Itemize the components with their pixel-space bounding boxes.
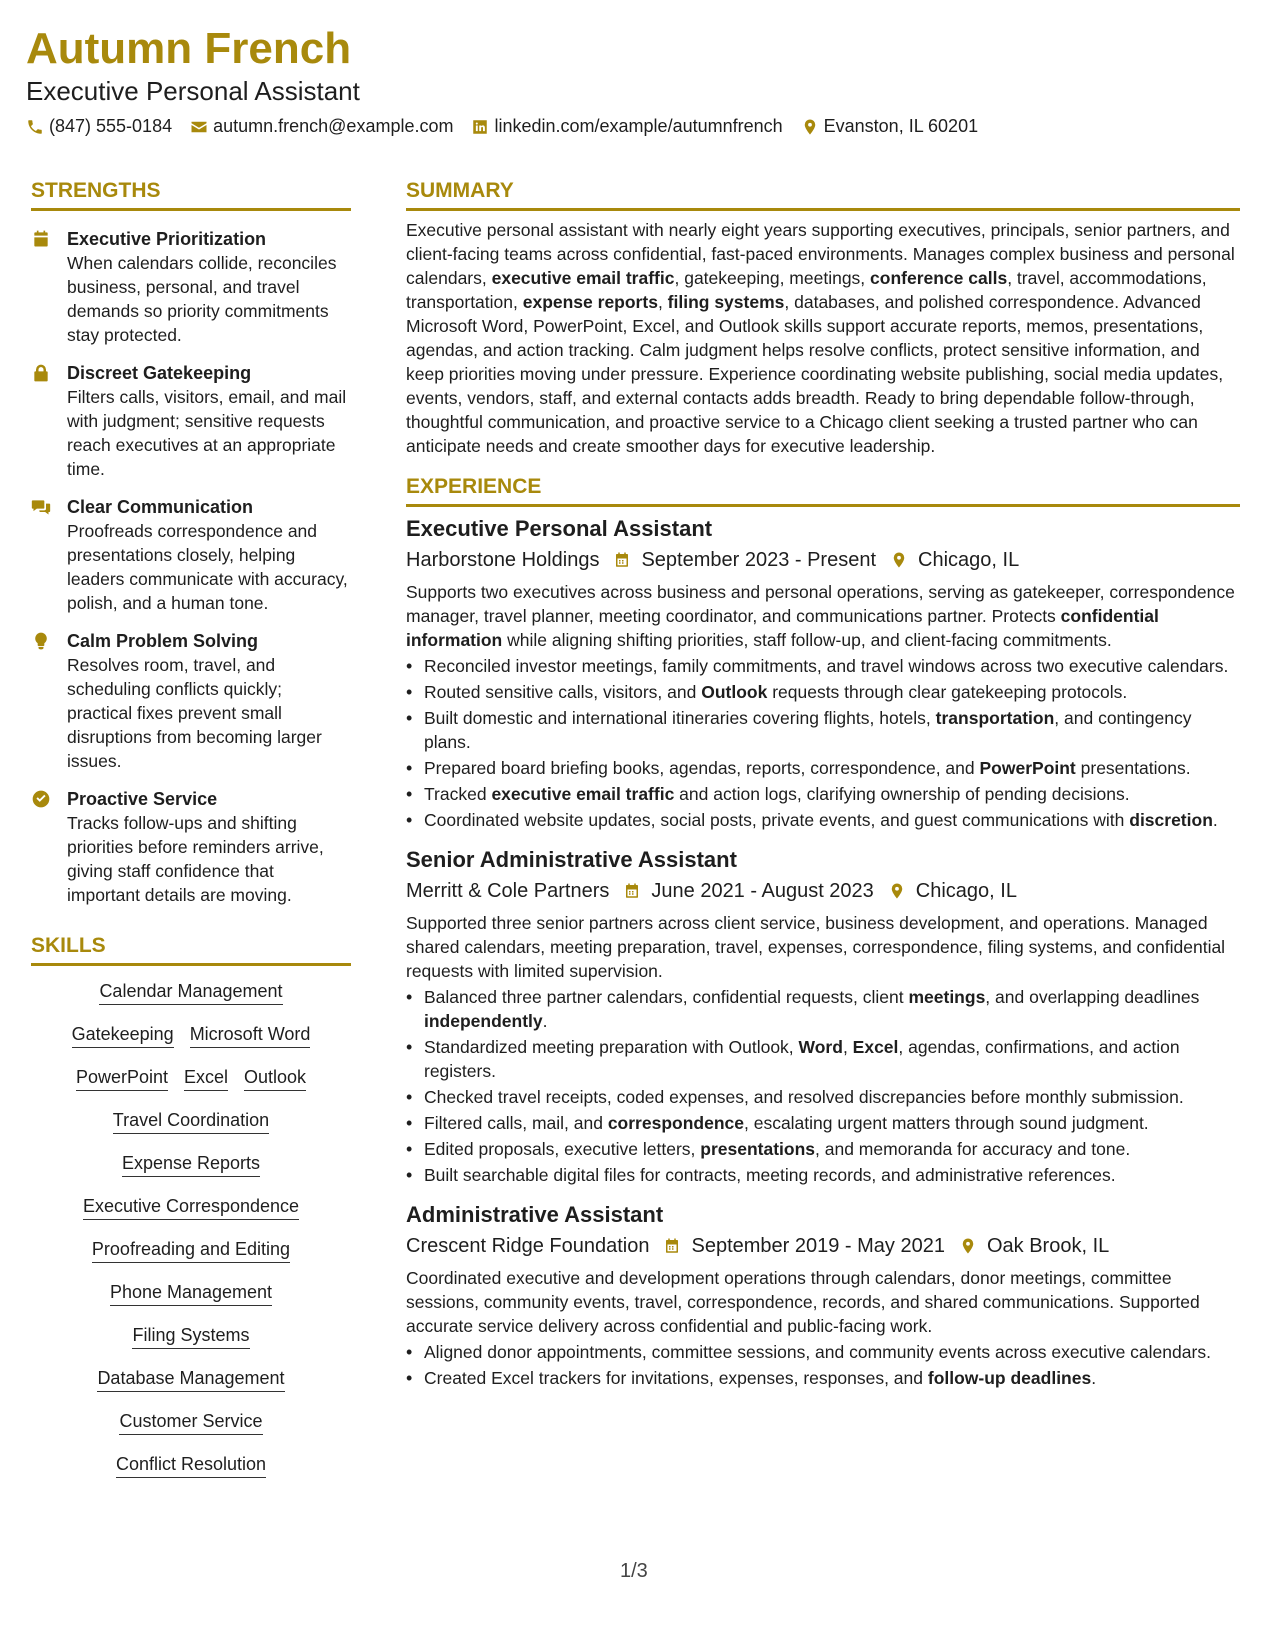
phone-icon <box>26 118 44 136</box>
text-segment: Standardized meeting preparation with Outlook, <box>424 1037 799 1057</box>
lightbulb-icon <box>31 631 51 651</box>
skill-row <box>84 1238 298 1263</box>
bold-phrase: conference calls <box>870 268 1008 288</box>
skill-tag: Travel Coordination <box>113 1109 269 1134</box>
job-title: Executive Personal Assistant <box>406 516 713 541</box>
strength-body <box>67 787 351 907</box>
strength-icon-wrap <box>31 629 67 773</box>
strength-title: Clear Communication <box>67 497 254 517</box>
check-circle-icon <box>31 789 51 809</box>
job-entry <box>406 515 1240 832</box>
strength-title: Proactive Service <box>67 789 218 809</box>
text-segment: presentations. <box>1075 758 1191 778</box>
calendar-outline-icon <box>613 551 631 569</box>
job-bullet <box>406 808 1240 832</box>
job-bullets <box>406 654 1240 832</box>
job-bullet <box>406 1366 1240 1390</box>
job-description <box>406 911 1240 983</box>
job-bullet <box>406 1340 1240 1364</box>
text-segment: Checked travel receipts, coded expenses, and resolved discrepancies before monthly submission. <box>424 1087 1184 1107</box>
bold-phrase: Excel <box>852 1037 899 1057</box>
summary-text <box>406 218 1240 458</box>
comments-icon <box>31 497 51 517</box>
page-number: 1/3 <box>620 1560 648 1582</box>
text-segment: , <box>842 1037 853 1057</box>
job-company: Crescent Ridge Foundation <box>406 1235 650 1257</box>
job-meta <box>406 1232 1240 1260</box>
text-segment: . <box>542 1011 548 1031</box>
bold-phrase: expense reports <box>522 292 658 312</box>
linkedin-icon <box>471 118 489 136</box>
job-location: Oak Brook, IL <box>986 1235 1110 1257</box>
map-pin-icon <box>890 551 908 569</box>
text-segment: . <box>1212 810 1218 830</box>
text-segment: , <box>657 292 668 312</box>
job-title: Administrative Assistant <box>406 1202 664 1227</box>
bold-phrase: presentations <box>700 1139 816 1159</box>
calendar-outline-icon <box>623 882 641 900</box>
bold-phrase: meetings <box>908 987 986 1007</box>
job-description <box>406 1266 1240 1338</box>
strength-title: Calm Problem Solving <box>67 631 259 651</box>
strength-item <box>31 495 351 615</box>
text-segment: Tracked <box>424 784 492 804</box>
skill-row <box>75 1195 307 1220</box>
skill-tag: Proofreading and Editing <box>92 1238 290 1263</box>
text-segment: , and overlapping deadlines <box>985 987 1200 1007</box>
skill-tag: Excel <box>184 1066 228 1091</box>
strength-item <box>31 361 351 481</box>
skill-tag: Conflict Resolution <box>116 1453 266 1478</box>
job-bullet <box>406 782 1240 806</box>
skill-tag: Calendar Management <box>99 980 282 1005</box>
skill-tag: Filing Systems <box>132 1324 249 1349</box>
bold-phrase: Word <box>798 1037 843 1057</box>
strength-body <box>67 227 351 347</box>
text-segment: while aligning shifting priorities, staff follow-up, and client-facing commitments. <box>502 630 1112 650</box>
bold-phrase: Outlook <box>701 682 768 702</box>
contact-bar <box>26 116 1246 137</box>
skill-tag: Gatekeeping <box>72 1023 174 1048</box>
strength-item <box>31 227 351 347</box>
job-bullet <box>406 706 1240 754</box>
strength-item <box>31 629 351 773</box>
resume-header <box>26 22 1246 137</box>
job-location: Chicago, IL <box>915 880 1017 902</box>
text-segment: Built searchable digital files for contracts, meeting records, and administrative references. <box>424 1165 1116 1185</box>
text-segment: , escalating urgent matters through sound judgment. <box>743 1113 1149 1133</box>
strength-title: Executive Prioritization <box>67 229 267 249</box>
experience-list <box>406 515 1240 1390</box>
text-segment: . <box>1091 1368 1097 1388</box>
text-segment: Created Excel trackers for invitations, expenses, responses, and <box>424 1368 928 1388</box>
strength-icon-wrap <box>31 227 67 347</box>
candidate-name: Autumn French <box>26 24 352 73</box>
strength-desc: Proofreads correspondence and presentations closely, helping leaders communicate with accuracy, polish, and a human tone. <box>67 521 348 613</box>
skill-tag: Phone Management <box>110 1281 272 1306</box>
strength-title: Discreet Gatekeeping <box>67 363 252 383</box>
strength-icon-wrap <box>31 495 67 615</box>
skills-list <box>31 980 351 1496</box>
strengths-heading: STRENGTHS <box>31 178 351 211</box>
job-bullet <box>406 1111 1240 1135</box>
bold-phrase: filing systems <box>667 292 785 312</box>
bold-phrase: transportation <box>935 708 1055 728</box>
bold-phrase: independently <box>424 1011 543 1031</box>
skill-row <box>91 980 290 1005</box>
job-bullet <box>406 680 1240 704</box>
contact-email[interactable] <box>190 116 453 137</box>
text-segment: , travel, accommodations, transportation, <box>406 268 1207 312</box>
strength-desc: Filters calls, visitors, email, and mail with judgment; sensitive requests reach executives at an appropriate time. <box>67 387 347 479</box>
job-bullets <box>406 1340 1240 1390</box>
job-dates: September 2023 - Present <box>641 549 877 571</box>
strength-item <box>31 787 351 907</box>
bold-phrase: PowerPoint <box>979 758 1076 778</box>
skill-tag: Microsoft Word <box>190 1023 311 1048</box>
text-segment: Prepared board briefing books, agendas, reports, correspondence, and <box>424 758 980 778</box>
text-segment: Routed sensitive calls, visitors, and <box>424 682 702 702</box>
skill-tag: Database Management <box>97 1367 284 1392</box>
skill-row <box>68 1066 314 1091</box>
bold-phrase: confidential information <box>406 606 1159 650</box>
job-description <box>406 580 1240 652</box>
text-segment: , and contingency plans. <box>424 708 1192 752</box>
strengths-list <box>31 227 351 907</box>
text-segment: Edited proposals, executive letters, <box>424 1139 701 1159</box>
text-segment: , databases, and polished correspondence. Advanced Microsoft Word, PowerPoint, Excel, and Outlook skills support accurate reports, memos, presentations, agendas, and action tracking. Calm judgment helps resolve conflicts, protect sensitive information, and keep priorities moving under pressure. Experience coordinating website publishing, social media updates, events, vendors, staff, and external contacts adds breadth. Ready to bring dependable follow-through, thoughtful communication, and proactive service to a Chicago client seeking a trusted partner who can anticipate needs and create smoother days for executive leadership. <box>406 292 1224 456</box>
skills-heading: SKILLS <box>31 933 351 966</box>
skill-row <box>102 1281 280 1306</box>
skill-tag: Customer Service <box>119 1410 262 1435</box>
text-segment: Supported three senior partners across client service, business development, and operations. Managed shared calendars, meeting preparation, travel, expenses, correspondence, filing systems, and confidential requests with limited supervision. <box>406 913 1226 981</box>
calendar-outline-icon <box>663 1237 681 1255</box>
job-entry <box>406 846 1240 1187</box>
map-pin-icon <box>888 882 906 900</box>
job-meta <box>406 877 1240 905</box>
text-segment: Balanced three partner calendars, confidential requests, client <box>424 987 909 1007</box>
summary-heading: SUMMARY <box>406 178 1240 211</box>
email-text: autumn.french@example.com <box>213 116 454 136</box>
job-company: Merritt & Cole Partners <box>406 880 610 902</box>
experience-heading: EXPERIENCE <box>406 474 1240 507</box>
strength-body <box>67 629 351 773</box>
calendar-icon <box>31 229 51 249</box>
skill-tag: Expense Reports <box>122 1152 260 1177</box>
strength-desc: Resolves room, travel, and scheduling conflicts quickly; practical fixes prevent small disruptions from becoming larger issues. <box>67 655 322 771</box>
linkedin-text: linkedin.com/example/autumnfrench <box>494 116 783 136</box>
job-bullet <box>406 1085 1240 1109</box>
job-bullets <box>406 985 1240 1187</box>
map-pin-icon <box>801 118 819 136</box>
strength-icon-wrap <box>31 787 67 907</box>
job-meta <box>406 546 1240 574</box>
text-segment: Built domestic and international itineraries covering flights, hotels, <box>424 708 936 728</box>
text-segment: Reconciled investor meetings, family commitments, and travel windows across two executive calendars. <box>424 656 1229 676</box>
bold-phrase: follow-up deadlines <box>927 1368 1092 1388</box>
skill-tag: Outlook <box>244 1066 306 1091</box>
job-bullet <box>406 1137 1240 1161</box>
text-segment: Coordinated executive and development operations through calendars, donor meetings, committee sessions, community events, travel, correspondence, records, and shared communications. Supported accurate service delivery across confidential and public-facing work. <box>406 1268 1200 1336</box>
job-title: Senior Administrative Assistant <box>406 847 737 872</box>
skill-row <box>108 1453 274 1478</box>
job-dates: September 2019 - May 2021 <box>691 1235 945 1257</box>
job-bullet <box>406 1163 1240 1187</box>
skill-row <box>111 1410 270 1435</box>
text-segment: requests through clear gatekeeping protocols. <box>767 682 1128 702</box>
skill-row <box>105 1109 277 1134</box>
skill-tag: Executive Correspondence <box>83 1195 299 1220</box>
location-text: Evanston, IL 60201 <box>823 116 979 136</box>
skill-row <box>114 1152 268 1177</box>
skill-row <box>89 1367 292 1392</box>
text-segment: , gatekeeping, meetings, <box>674 268 871 288</box>
text-segment: , agendas, confirmations, and action registers. <box>424 1037 1180 1081</box>
job-bullet <box>406 1035 1240 1083</box>
text-segment: and action logs, clarifying ownership of pending decisions. <box>674 784 1130 804</box>
strength-body <box>67 495 351 615</box>
text-segment: Executive personal assistant with nearly eight years supporting executives, principals, senior partners, and client-facing teams across confidential, fast-paced environments. Manages complex business and personal calendars, <box>406 220 1235 288</box>
contact-phone[interactable] <box>26 116 172 137</box>
skill-row <box>124 1324 257 1349</box>
left-column <box>31 178 351 1496</box>
job-location: Chicago, IL <box>918 549 1020 571</box>
phone-text: (847) 555-0184 <box>49 116 173 136</box>
job-company: Harborstone Holdings <box>406 549 600 571</box>
candidate-title: Executive Personal Assistant <box>26 76 360 106</box>
skill-tag: PowerPoint <box>76 1066 168 1091</box>
text-segment: Coordinated website updates, social posts, private events, and guest communications with <box>424 810 1130 830</box>
job-entry <box>406 1201 1240 1390</box>
right-column <box>406 178 1240 1390</box>
text-segment: Supports two executives across business and personal operations, serving as gatekeeper, correspondence manager, travel planner, meeting coordinator, and communications partner. Protects <box>406 582 1235 626</box>
text-segment: Aligned donor appointments, committee sessions, and community events across executive calendars. <box>424 1342 1211 1362</box>
bold-phrase: discretion <box>1129 810 1213 830</box>
strength-desc: Tracks follow-ups and shifting priorities before reminders arrive, giving staff confidence that important details are moving. <box>67 813 324 905</box>
lock-icon <box>31 363 51 383</box>
job-dates: June 2021 - August 2023 <box>651 880 874 902</box>
bold-phrase: executive email traffic <box>491 268 675 288</box>
contact-location <box>801 116 978 137</box>
bold-phrase: correspondence <box>607 1113 744 1133</box>
job-bullet <box>406 985 1240 1033</box>
text-segment: , and memoranda for accuracy and tone. <box>815 1139 1131 1159</box>
strength-body <box>67 361 351 481</box>
map-pin-icon <box>959 1237 977 1255</box>
strength-icon-wrap <box>31 361 67 481</box>
skill-row <box>64 1023 319 1048</box>
envelope-icon <box>190 118 208 136</box>
text-segment: Filtered calls, mail, and <box>424 1113 608 1133</box>
job-bullet <box>406 654 1240 678</box>
bold-phrase: executive email traffic <box>491 784 675 804</box>
job-bullet <box>406 756 1240 780</box>
strength-desc: When calendars collide, reconciles business, personal, and travel demands so priority commitments stay protected. <box>67 253 337 345</box>
contact-linkedin[interactable] <box>471 116 782 137</box>
